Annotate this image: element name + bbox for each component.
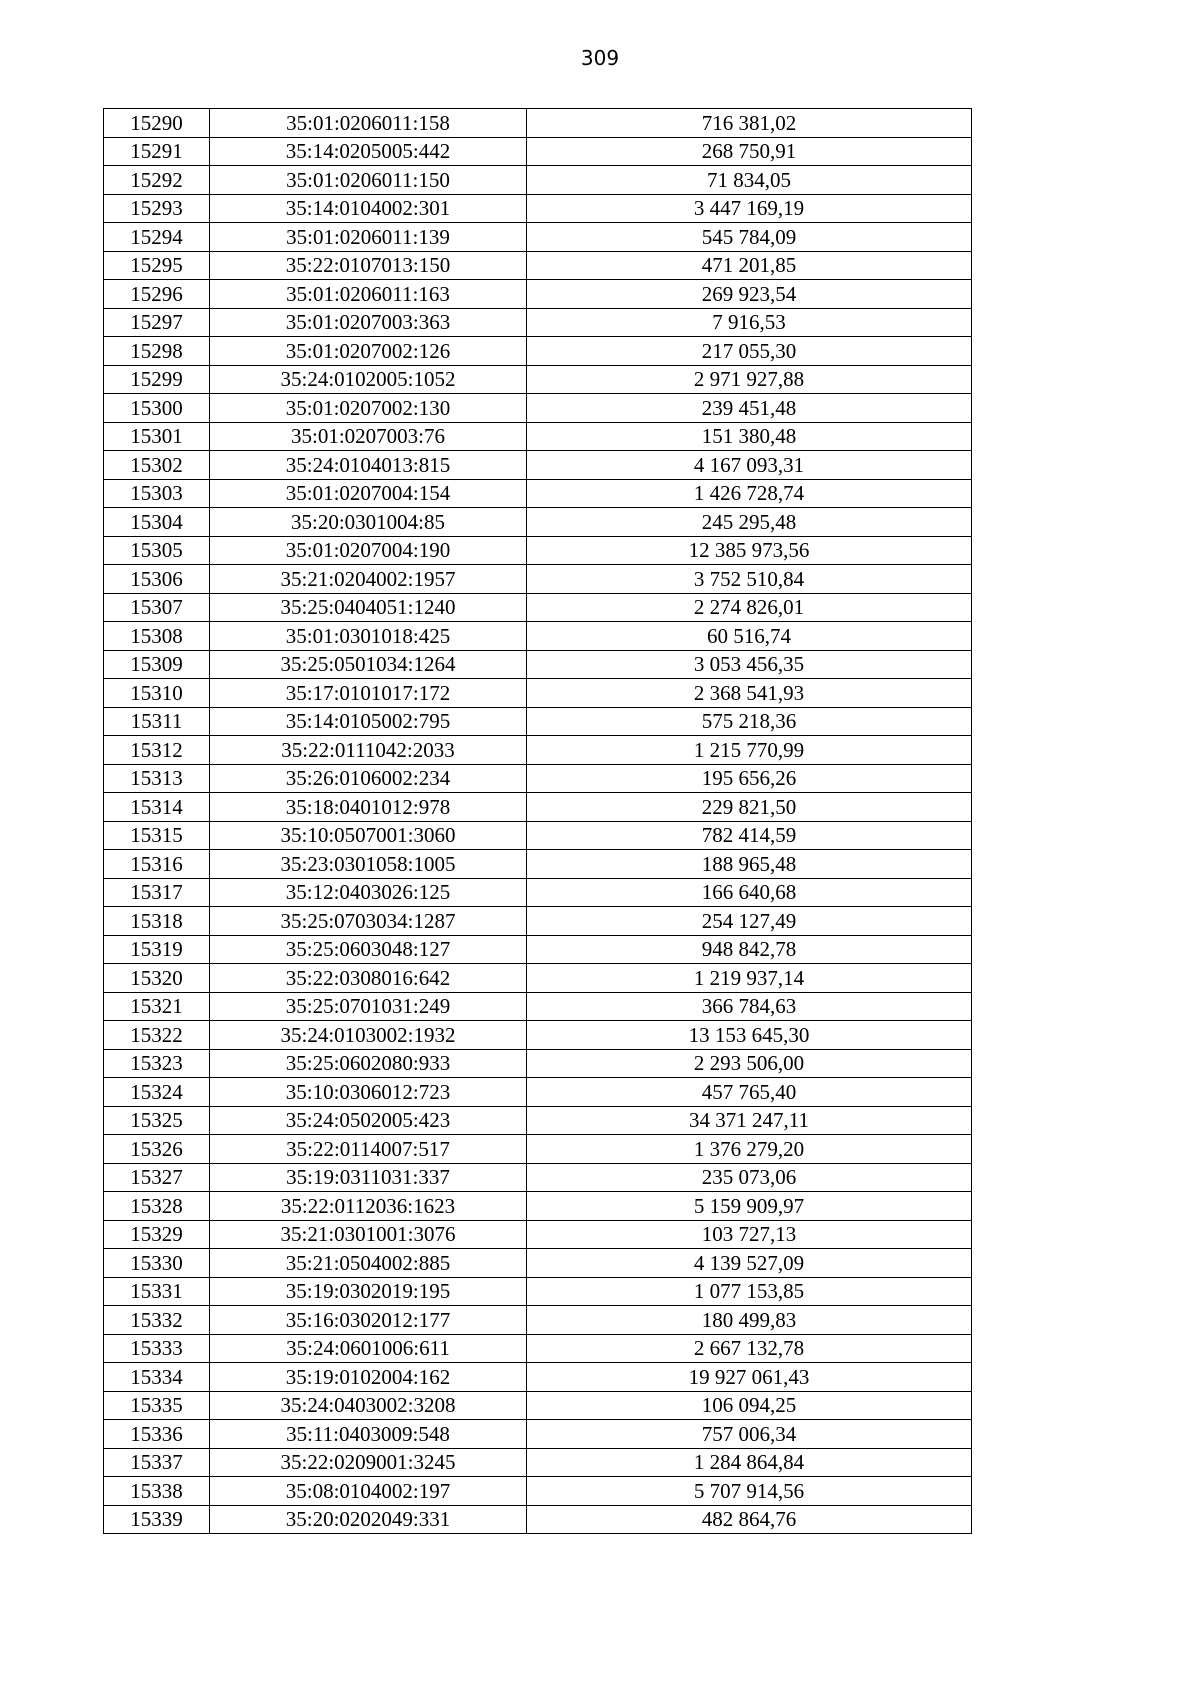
row-number-cell: 15309: [104, 650, 210, 679]
row-number-cell: 15305: [104, 536, 210, 565]
cadastral-value-cell: 166 640,68: [527, 878, 972, 907]
table-row: [104, 1163, 972, 1192]
cadastral-value-cell: 782 414,59: [527, 821, 972, 850]
table-row: [104, 1106, 972, 1135]
table-row: [104, 365, 972, 394]
cadastral-number-cell: 35:22:0111042:2033: [210, 736, 527, 765]
table-row: [104, 508, 972, 537]
cadastral-value-cell: 7 916,53: [527, 308, 972, 337]
row-number-cell: 15308: [104, 622, 210, 651]
table-row: [104, 992, 972, 1021]
cadastral-value-table: [103, 108, 972, 1534]
cadastral-value-cell: 471 201,85: [527, 251, 972, 280]
cadastral-value-cell: 254 127,49: [527, 907, 972, 936]
row-number-cell: 15319: [104, 935, 210, 964]
row-number-cell: 15304: [104, 508, 210, 537]
table-row: [104, 1192, 972, 1221]
row-number-cell: 15339: [104, 1505, 210, 1534]
row-number-cell: 15290: [104, 109, 210, 138]
row-number-cell: 15313: [104, 764, 210, 793]
table-body: [104, 109, 972, 1534]
cadastral-number-cell: 35:01:0207002:126: [210, 337, 527, 366]
table-row: [104, 1448, 972, 1477]
cadastral-number-cell: 35:10:0306012:723: [210, 1078, 527, 1107]
row-number-cell: 15321: [104, 992, 210, 1021]
cadastral-number-cell: 35:22:0112036:1623: [210, 1192, 527, 1221]
row-number-cell: 15336: [104, 1420, 210, 1449]
table-row: [104, 394, 972, 423]
cadastral-value-cell: 4 139 527,09: [527, 1249, 972, 1278]
table-row: [104, 1477, 972, 1506]
cadastral-number-cell: 35:21:0301001:3076: [210, 1220, 527, 1249]
cadastral-value-cell: 2 971 927,88: [527, 365, 972, 394]
row-number-cell: 15323: [104, 1049, 210, 1078]
table-row: [104, 736, 972, 765]
cadastral-value-cell: 217 055,30: [527, 337, 972, 366]
row-number-cell: 15332: [104, 1306, 210, 1335]
row-number-cell: 15326: [104, 1135, 210, 1164]
cadastral-number-cell: 35:01:0206011:139: [210, 223, 527, 252]
cadastral-number-cell: 35:01:0206011:158: [210, 109, 527, 138]
cadastral-number-cell: 35:24:0601006:611: [210, 1334, 527, 1363]
table-row: [104, 1249, 972, 1278]
table-row: [104, 707, 972, 736]
cadastral-value-cell: 5 707 914,56: [527, 1477, 972, 1506]
cadastral-value-cell: 757 006,34: [527, 1420, 972, 1449]
table-row: [104, 565, 972, 594]
cadastral-value-cell: 4 167 093,31: [527, 451, 972, 480]
row-number-cell: 15298: [104, 337, 210, 366]
row-number-cell: 15315: [104, 821, 210, 850]
table-row: [104, 1334, 972, 1363]
cadastral-value-cell: 1 077 153,85: [527, 1277, 972, 1306]
cadastral-value-cell: 716 381,02: [527, 109, 972, 138]
cadastral-number-cell: 35:12:0403026:125: [210, 878, 527, 907]
table-row: [104, 280, 972, 309]
cadastral-number-cell: 35:26:0106002:234: [210, 764, 527, 793]
cadastral-number-cell: 35:19:0302019:195: [210, 1277, 527, 1306]
cadastral-number-cell: 35:08:0104002:197: [210, 1477, 527, 1506]
table-row: [104, 1277, 972, 1306]
table-row: [104, 1363, 972, 1392]
table-row: [104, 964, 972, 993]
row-number-cell: 15329: [104, 1220, 210, 1249]
row-number-cell: 15295: [104, 251, 210, 280]
cadastral-value-cell: 1 219 937,14: [527, 964, 972, 993]
cadastral-number-cell: 35:10:0507001:3060: [210, 821, 527, 850]
cadastral-number-cell: 35:22:0107013:150: [210, 251, 527, 280]
cadastral-number-cell: 35:14:0205005:442: [210, 137, 527, 166]
table-row: [104, 1049, 972, 1078]
row-number-cell: 15333: [104, 1334, 210, 1363]
cadastral-number-cell: 35:01:0207002:130: [210, 394, 527, 423]
table-row: [104, 1420, 972, 1449]
cadastral-number-cell: 35:24:0403002:3208: [210, 1391, 527, 1420]
row-number-cell: 15335: [104, 1391, 210, 1420]
cadastral-number-cell: 35:18:0401012:978: [210, 793, 527, 822]
table-row: [104, 650, 972, 679]
cadastral-number-cell: 35:24:0502005:423: [210, 1106, 527, 1135]
cadastral-number-cell: 35:14:0105002:795: [210, 707, 527, 736]
table-row: [104, 764, 972, 793]
row-number-cell: 15302: [104, 451, 210, 480]
row-number-cell: 15310: [104, 679, 210, 708]
cadastral-number-cell: 35:01:0207004:190: [210, 536, 527, 565]
row-number-cell: 15324: [104, 1078, 210, 1107]
cadastral-value-cell: 195 656,26: [527, 764, 972, 793]
table-row: [104, 1078, 972, 1107]
cadastral-value-cell: 482 864,76: [527, 1505, 972, 1534]
table-row: [104, 793, 972, 822]
row-number-cell: 15327: [104, 1163, 210, 1192]
cadastral-value-cell: 268 750,91: [527, 137, 972, 166]
cadastral-value-cell: 1 284 864,84: [527, 1448, 972, 1477]
row-number-cell: 15306: [104, 565, 210, 594]
cadastral-value-cell: 151 380,48: [527, 422, 972, 451]
cadastral-number-cell: 35:01:0207003:76: [210, 422, 527, 451]
table-row: [104, 137, 972, 166]
table-row: [104, 907, 972, 936]
row-number-cell: 15318: [104, 907, 210, 936]
cadastral-number-cell: 35:25:0602080:933: [210, 1049, 527, 1078]
cadastral-number-cell: 35:19:0102004:162: [210, 1363, 527, 1392]
table-row: [104, 1306, 972, 1335]
table-row: [104, 1505, 972, 1534]
cadastral-number-cell: 35:25:0703034:1287: [210, 907, 527, 936]
table-row: [104, 850, 972, 879]
row-number-cell: 15338: [104, 1477, 210, 1506]
row-number-cell: 15296: [104, 280, 210, 309]
cadastral-number-cell: 35:24:0102005:1052: [210, 365, 527, 394]
cadastral-number-cell: 35:20:0202049:331: [210, 1505, 527, 1534]
row-number-cell: 15331: [104, 1277, 210, 1306]
table-row: [104, 1135, 972, 1164]
cadastral-value-cell: 3 053 456,35: [527, 650, 972, 679]
table-row: [104, 422, 972, 451]
cadastral-value-cell: 269 923,54: [527, 280, 972, 309]
cadastral-value-cell: 3 447 169,19: [527, 194, 972, 223]
cadastral-value-cell: 229 821,50: [527, 793, 972, 822]
cadastral-number-cell: 35:21:0504002:885: [210, 1249, 527, 1278]
cadastral-value-cell: 2 368 541,93: [527, 679, 972, 708]
row-number-cell: 15303: [104, 479, 210, 508]
cadastral-value-cell: 71 834,05: [527, 166, 972, 195]
row-number-cell: 15299: [104, 365, 210, 394]
cadastral-number-cell: 35:25:0404051:1240: [210, 593, 527, 622]
cadastral-value-cell: 575 218,36: [527, 707, 972, 736]
row-number-cell: 15293: [104, 194, 210, 223]
cadastral-number-cell: 35:24:0104013:815: [210, 451, 527, 480]
cadastral-number-cell: 35:17:0101017:172: [210, 679, 527, 708]
table-row: [104, 251, 972, 280]
row-number-cell: 15316: [104, 850, 210, 879]
cadastral-number-cell: 35:24:0103002:1932: [210, 1021, 527, 1050]
row-number-cell: 15320: [104, 964, 210, 993]
row-number-cell: 15334: [104, 1363, 210, 1392]
table-row: [104, 337, 972, 366]
table-row: [104, 109, 972, 138]
cadastral-value-cell: 5 159 909,97: [527, 1192, 972, 1221]
row-number-cell: 15337: [104, 1448, 210, 1477]
row-number-cell: 15291: [104, 137, 210, 166]
table-row: [104, 1021, 972, 1050]
table-row: [104, 622, 972, 651]
row-number-cell: 15292: [104, 166, 210, 195]
cadastral-number-cell: 35:14:0104002:301: [210, 194, 527, 223]
table-row: [104, 536, 972, 565]
cadastral-number-cell: 35:21:0204002:1957: [210, 565, 527, 594]
row-number-cell: 15322: [104, 1021, 210, 1050]
cadastral-number-cell: 35:20:0301004:85: [210, 508, 527, 537]
cadastral-value-cell: 1 376 279,20: [527, 1135, 972, 1164]
cadastral-value-cell: 60 516,74: [527, 622, 972, 651]
row-number-cell: 15301: [104, 422, 210, 451]
cadastral-number-cell: 35:01:0207004:154: [210, 479, 527, 508]
row-number-cell: 15294: [104, 223, 210, 252]
cadastral-value-cell: 457 765,40: [527, 1078, 972, 1107]
row-number-cell: 15317: [104, 878, 210, 907]
table-row: [104, 479, 972, 508]
table-row: [104, 935, 972, 964]
cadastral-value-cell: 103 727,13: [527, 1220, 972, 1249]
cadastral-value-cell: 13 153 645,30: [527, 1021, 972, 1050]
row-number-cell: 15307: [104, 593, 210, 622]
cadastral-number-cell: 35:25:0501034:1264: [210, 650, 527, 679]
cadastral-value-cell: 2 274 826,01: [527, 593, 972, 622]
table-row: [104, 308, 972, 337]
cadastral-number-cell: 35:25:0701031:249: [210, 992, 527, 1021]
table-row: [104, 223, 972, 252]
cadastral-value-cell: 12 385 973,56: [527, 536, 972, 565]
cadastral-value-cell: 106 094,25: [527, 1391, 972, 1420]
cadastral-number-cell: 35:11:0403009:548: [210, 1420, 527, 1449]
cadastral-value-cell: 1 215 770,99: [527, 736, 972, 765]
table-row: [104, 878, 972, 907]
cadastral-value-cell: 366 784,63: [527, 992, 972, 1021]
row-number-cell: 15328: [104, 1192, 210, 1221]
row-number-cell: 15325: [104, 1106, 210, 1135]
cadastral-value-cell: 239 451,48: [527, 394, 972, 423]
cadastral-value-cell: 2 293 506,00: [527, 1049, 972, 1078]
cadastral-number-cell: 35:16:0302012:177: [210, 1306, 527, 1335]
cadastral-value-cell: 235 073,06: [527, 1163, 972, 1192]
row-number-cell: 15314: [104, 793, 210, 822]
cadastral-value-cell: 948 842,78: [527, 935, 972, 964]
cadastral-value-cell: 2 667 132,78: [527, 1334, 972, 1363]
row-number-cell: 15297: [104, 308, 210, 337]
table-row: [104, 166, 972, 195]
table-row: [104, 1220, 972, 1249]
cadastral-value-cell: 3 752 510,84: [527, 565, 972, 594]
page-number: 309: [580, 46, 620, 70]
table-row: [104, 821, 972, 850]
cadastral-number-cell: 35:01:0301018:425: [210, 622, 527, 651]
cadastral-number-cell: 35:01:0207003:363: [210, 308, 527, 337]
table-row: [104, 593, 972, 622]
cadastral-value-cell: 188 965,48: [527, 850, 972, 879]
table-row: [104, 679, 972, 708]
cadastral-number-cell: 35:01:0206011:163: [210, 280, 527, 309]
table-row: [104, 451, 972, 480]
cadastral-value-cell: 34 371 247,11: [527, 1106, 972, 1135]
cadastral-value-cell: 180 499,83: [527, 1306, 972, 1335]
table-row: [104, 194, 972, 223]
row-number-cell: 15330: [104, 1249, 210, 1278]
cadastral-number-cell: 35:22:0209001:3245: [210, 1448, 527, 1477]
cadastral-number-cell: 35:19:0311031:337: [210, 1163, 527, 1192]
cadastral-number-cell: 35:01:0206011:150: [210, 166, 527, 195]
cadastral-value-cell: 1 426 728,74: [527, 479, 972, 508]
cadastral-number-cell: 35:25:0603048:127: [210, 935, 527, 964]
row-number-cell: 15312: [104, 736, 210, 765]
cadastral-value-cell: 545 784,09: [527, 223, 972, 252]
cadastral-value-cell: 245 295,48: [527, 508, 972, 537]
cadastral-number-cell: 35:22:0114007:517: [210, 1135, 527, 1164]
row-number-cell: 15300: [104, 394, 210, 423]
cadastral-number-cell: 35:23:0301058:1005: [210, 850, 527, 879]
row-number-cell: 15311: [104, 707, 210, 736]
cadastral-number-cell: 35:22:0308016:642: [210, 964, 527, 993]
table-row: [104, 1391, 972, 1420]
cadastral-value-cell: 19 927 061,43: [527, 1363, 972, 1392]
